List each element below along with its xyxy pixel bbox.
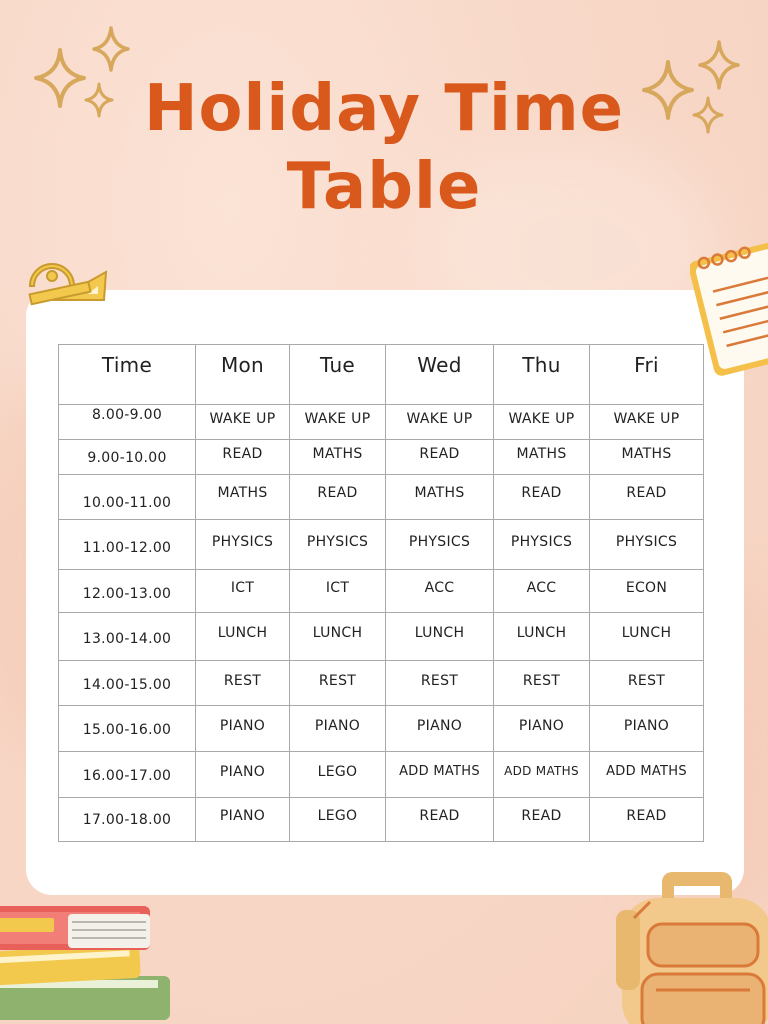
page-title xyxy=(0,70,768,226)
time-cell: 13.00-14.00 xyxy=(59,613,196,661)
table-cell: MATHS xyxy=(494,440,590,475)
table-cell: PHYSICS xyxy=(590,520,704,570)
table-cell: MATHS xyxy=(290,440,386,475)
table-cell: ICT xyxy=(196,570,290,613)
table-cell: ADD MATHS xyxy=(590,752,704,798)
table-cell: WAKE UP xyxy=(590,405,704,440)
sparkle-icon xyxy=(92,26,130,72)
table-cell: ACC xyxy=(494,570,590,613)
table-cell: PIANO xyxy=(196,798,290,842)
table-cell: WAKE UP xyxy=(386,405,494,440)
table-cell: PHYSICS xyxy=(386,520,494,570)
backpack-icon xyxy=(616,866,768,1024)
table-cell: READ xyxy=(590,798,704,842)
table-row xyxy=(59,475,704,520)
table-cell: READ xyxy=(386,440,494,475)
table-cell: READ xyxy=(386,798,494,842)
table-cell: PIANO xyxy=(196,752,290,798)
table-row xyxy=(59,570,704,613)
table-cell: PIANO xyxy=(196,706,290,752)
table-cell: PHYSICS xyxy=(494,520,590,570)
table-row xyxy=(59,661,704,706)
time-cell: 17.00-18.00 xyxy=(59,798,196,842)
table-cell: ADD MATHS xyxy=(386,752,494,798)
table-cell: LUNCH xyxy=(196,613,290,661)
time-cell: 11.00-12.00 xyxy=(59,520,196,570)
header-fri: Fri xyxy=(590,345,704,405)
header-time: Time xyxy=(59,345,196,405)
header-thu: Thu xyxy=(494,345,590,405)
table-cell: READ xyxy=(590,475,704,520)
table-row xyxy=(59,520,704,570)
table-cell: PIANO xyxy=(290,706,386,752)
table-cell: REST xyxy=(196,661,290,706)
table-cell: LUNCH xyxy=(386,613,494,661)
table-row xyxy=(59,613,704,661)
table-row xyxy=(59,405,704,440)
table-cell: WAKE UP xyxy=(196,405,290,440)
header-tue: Tue xyxy=(290,345,386,405)
table-row xyxy=(59,440,704,475)
table-cell: ACC xyxy=(386,570,494,613)
header-row xyxy=(59,345,704,405)
table-cell: MATHS xyxy=(386,475,494,520)
table-cell: PIANO xyxy=(494,706,590,752)
table-cell: READ xyxy=(494,798,590,842)
table-cell: PIANO xyxy=(590,706,704,752)
table-cell: READ xyxy=(494,475,590,520)
time-cell: 9.00-10.00 xyxy=(59,440,196,475)
table-row xyxy=(59,798,704,842)
ruler-icon xyxy=(26,256,110,308)
time-cell: 14.00-15.00 xyxy=(59,661,196,706)
table-cell: WAKE UP xyxy=(290,405,386,440)
header-mon: Mon xyxy=(196,345,290,405)
table-cell: LEGO xyxy=(290,798,386,842)
header-wed: Wed xyxy=(386,345,494,405)
table-cell: WAKE UP xyxy=(494,405,590,440)
table-cell: PHYSICS xyxy=(196,520,290,570)
time-cell: 12.00-13.00 xyxy=(59,570,196,613)
table-cell: LEGO xyxy=(290,752,386,798)
table-cell: MATHS xyxy=(196,475,290,520)
time-cell: 8.00-9.00 xyxy=(59,405,196,440)
table-cell: PIANO xyxy=(386,706,494,752)
table-cell: REST xyxy=(290,661,386,706)
title-line-2: Table xyxy=(286,150,482,224)
title-line-1: Holiday Time xyxy=(143,72,625,146)
time-cell: 15.00-16.00 xyxy=(59,706,196,752)
table-cell: MATHS xyxy=(590,440,704,475)
table-row xyxy=(59,706,704,752)
table-cell: LUNCH xyxy=(494,613,590,661)
books-icon xyxy=(0,894,180,1024)
table-cell: REST xyxy=(386,661,494,706)
table-cell: REST xyxy=(590,661,704,706)
table-row xyxy=(59,752,704,798)
table-cell: REST xyxy=(494,661,590,706)
time-cell: 16.00-17.00 xyxy=(59,752,196,798)
table-cell: ICT xyxy=(290,570,386,613)
table-cell: ECON xyxy=(590,570,704,613)
table-cell: READ xyxy=(290,475,386,520)
table-cell: LUNCH xyxy=(290,613,386,661)
time-cell: 10.00-11.00 xyxy=(59,475,196,520)
table-cell: PHYSICS xyxy=(290,520,386,570)
timetable xyxy=(58,344,704,842)
table-cell: LUNCH xyxy=(590,613,704,661)
table-cell: ADD MATHS xyxy=(494,752,590,798)
table-cell: READ xyxy=(196,440,290,475)
